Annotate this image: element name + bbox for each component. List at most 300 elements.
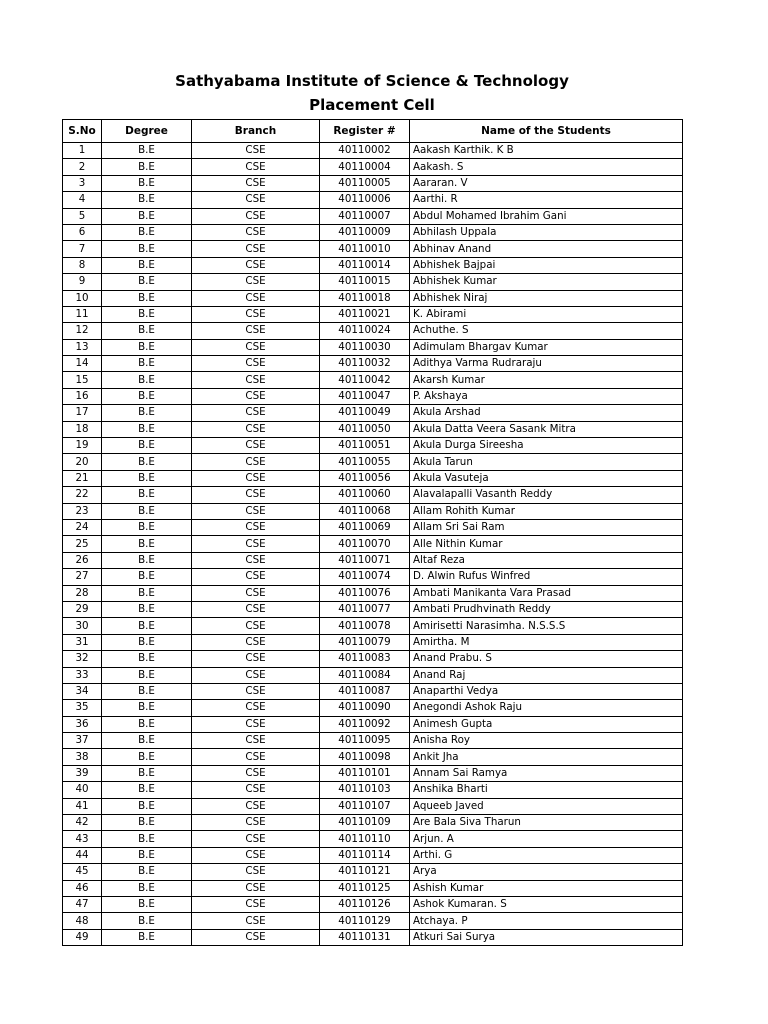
cell-branch: CSE (192, 323, 320, 339)
table-row (63, 208, 683, 224)
cell-branch: CSE (192, 519, 320, 535)
table-row (63, 913, 683, 929)
cell-degree: B.E (102, 847, 192, 863)
cell-branch: CSE (192, 765, 320, 781)
cell-name: K. Abirami (410, 306, 683, 322)
cell-register: 40110125 (320, 880, 410, 896)
cell-degree: B.E (102, 192, 192, 208)
document-title: Sathyabama Institute of Science & Technology (175, 72, 569, 90)
cell-degree: B.E (102, 733, 192, 749)
table-row (63, 880, 683, 896)
cell-name: Ankit Jha (410, 749, 683, 765)
table-row (63, 716, 683, 732)
cell-branch: CSE (192, 175, 320, 191)
cell-name: Aakash Karthik. K B (410, 143, 683, 159)
cell-degree: B.E (102, 896, 192, 912)
cell-degree: B.E (102, 815, 192, 831)
cell-register: 40110002 (320, 143, 410, 159)
cell-degree: B.E (102, 503, 192, 519)
cell-name: Anegondi Ashok Raju (410, 700, 683, 716)
cell-sno: 6 (63, 224, 102, 240)
cell-degree: B.E (102, 667, 192, 683)
cell-sno: 16 (63, 388, 102, 404)
cell-name: Ambati Prudhvinath Reddy (410, 601, 683, 617)
cell-register: 40110076 (320, 585, 410, 601)
table-row (63, 224, 683, 240)
cell-name: D. Alwin Rufus Winfred (410, 569, 683, 585)
cell-branch: CSE (192, 274, 320, 290)
cell-name: Animesh Gupta (410, 716, 683, 732)
cell-name: Aarthi. R (410, 192, 683, 208)
table-body (63, 143, 683, 946)
table-row (63, 388, 683, 404)
table-row (63, 798, 683, 814)
table-row (63, 241, 683, 257)
cell-sno: 32 (63, 651, 102, 667)
cell-name: Amirtha. M (410, 634, 683, 650)
cell-sno: 10 (63, 290, 102, 306)
cell-register: 40110098 (320, 749, 410, 765)
cell-name: Ashish Kumar (410, 880, 683, 896)
cell-degree: B.E (102, 716, 192, 732)
cell-name: Atchaya. P (410, 913, 683, 929)
cell-register: 40110101 (320, 765, 410, 781)
cell-name: Aakash. S (410, 159, 683, 175)
cell-sno: 39 (63, 765, 102, 781)
cell-degree: B.E (102, 618, 192, 634)
cell-register: 40110107 (320, 798, 410, 814)
cell-register: 40110095 (320, 733, 410, 749)
cell-degree: B.E (102, 306, 192, 322)
cell-name: Akula Arshad (410, 405, 683, 421)
cell-branch: CSE (192, 192, 320, 208)
cell-branch: CSE (192, 847, 320, 863)
cell-sno: 7 (63, 241, 102, 257)
cell-name: Adimulam Bhargav Kumar (410, 339, 683, 355)
cell-sno: 1 (63, 143, 102, 159)
cell-degree: B.E (102, 175, 192, 191)
cell-sno: 36 (63, 716, 102, 732)
cell-register: 40110030 (320, 339, 410, 355)
cell-register: 40110042 (320, 372, 410, 388)
cell-degree: B.E (102, 323, 192, 339)
cell-branch: CSE (192, 716, 320, 732)
cell-branch: CSE (192, 503, 320, 519)
cell-register: 40110009 (320, 224, 410, 240)
cell-sno: 18 (63, 421, 102, 437)
document-subtitle: Placement Cell (309, 96, 435, 114)
cell-register: 40110021 (320, 306, 410, 322)
cell-branch: CSE (192, 306, 320, 322)
cell-name: Allam Sri Sai Ram (410, 519, 683, 535)
cell-sno: 12 (63, 323, 102, 339)
table-row (63, 372, 683, 388)
table-row (63, 306, 683, 322)
cell-branch: CSE (192, 601, 320, 617)
table-row (63, 683, 683, 699)
table-row (63, 405, 683, 421)
cell-sno: 15 (63, 372, 102, 388)
cell-branch: CSE (192, 798, 320, 814)
cell-branch: CSE (192, 749, 320, 765)
cell-register: 40110032 (320, 356, 410, 372)
cell-register: 40110050 (320, 421, 410, 437)
table-row (63, 585, 683, 601)
cell-degree: B.E (102, 880, 192, 896)
cell-name: Alle Nithin Kumar (410, 536, 683, 552)
cell-degree: B.E (102, 372, 192, 388)
cell-degree: B.E (102, 700, 192, 716)
table-row (63, 651, 683, 667)
cell-register: 40110090 (320, 700, 410, 716)
cell-branch: CSE (192, 569, 320, 585)
table-row (63, 569, 683, 585)
cell-degree: B.E (102, 487, 192, 503)
table-row (63, 536, 683, 552)
cell-branch: CSE (192, 896, 320, 912)
cell-name: Adithya Varma Rudraraju (410, 356, 683, 372)
table-row (63, 896, 683, 912)
table-row (63, 257, 683, 273)
table-row (63, 159, 683, 175)
cell-register: 40110114 (320, 847, 410, 863)
cell-branch: CSE (192, 651, 320, 667)
table-row (63, 847, 683, 863)
cell-sno: 24 (63, 519, 102, 535)
table-row (63, 733, 683, 749)
cell-degree: B.E (102, 798, 192, 814)
cell-degree: B.E (102, 159, 192, 175)
cell-register: 40110049 (320, 405, 410, 421)
cell-register: 40110087 (320, 683, 410, 699)
cell-register: 40110018 (320, 290, 410, 306)
table-row (63, 438, 683, 454)
cell-register: 40110005 (320, 175, 410, 191)
cell-degree: B.E (102, 224, 192, 240)
cell-sno: 11 (63, 306, 102, 322)
cell-branch: CSE (192, 159, 320, 175)
cell-branch: CSE (192, 257, 320, 273)
cell-register: 40110047 (320, 388, 410, 404)
cell-name: Achuthe. S (410, 323, 683, 339)
cell-register: 40110024 (320, 323, 410, 339)
cell-register: 40110068 (320, 503, 410, 519)
cell-name: Altaf Reza (410, 552, 683, 568)
table-row (63, 815, 683, 831)
cell-branch: CSE (192, 864, 320, 880)
cell-sno: 40 (63, 782, 102, 798)
table-row (63, 749, 683, 765)
cell-register: 40110121 (320, 864, 410, 880)
cell-branch: CSE (192, 356, 320, 372)
cell-branch: CSE (192, 405, 320, 421)
cell-sno: 3 (63, 175, 102, 191)
cell-name: Arya (410, 864, 683, 880)
cell-branch: CSE (192, 241, 320, 257)
cell-sno: 2 (63, 159, 102, 175)
cell-branch: CSE (192, 487, 320, 503)
cell-degree: B.E (102, 651, 192, 667)
cell-sno: 29 (63, 601, 102, 617)
cell-sno: 41 (63, 798, 102, 814)
cell-branch: CSE (192, 438, 320, 454)
cell-branch: CSE (192, 733, 320, 749)
cell-sno: 30 (63, 618, 102, 634)
table-row (63, 421, 683, 437)
cell-degree: B.E (102, 536, 192, 552)
cell-name: Ambati Manikanta Vara Prasad (410, 585, 683, 601)
cell-register: 40110069 (320, 519, 410, 535)
cell-register: 40110055 (320, 454, 410, 470)
cell-register: 40110129 (320, 913, 410, 929)
cell-degree: B.E (102, 634, 192, 650)
cell-register: 40110004 (320, 159, 410, 175)
table-row (63, 700, 683, 716)
column-header-sno: S.No (63, 120, 102, 143)
table-row (63, 552, 683, 568)
cell-name: Anaparthi Vedya (410, 683, 683, 699)
cell-name: Arthi. G (410, 847, 683, 863)
cell-register: 40110110 (320, 831, 410, 847)
cell-sno: 37 (63, 733, 102, 749)
cell-degree: B.E (102, 388, 192, 404)
cell-sno: 23 (63, 503, 102, 519)
cell-degree: B.E (102, 683, 192, 699)
cell-register: 40110051 (320, 438, 410, 454)
cell-sno: 13 (63, 339, 102, 355)
cell-degree: B.E (102, 438, 192, 454)
table-row (63, 274, 683, 290)
cell-branch: CSE (192, 470, 320, 486)
cell-sno: 35 (63, 700, 102, 716)
cell-name: P. Akshaya (410, 388, 683, 404)
cell-name: Amirisetti Narasimha. N.S.S.S (410, 618, 683, 634)
cell-register: 40110103 (320, 782, 410, 798)
table-row (63, 634, 683, 650)
cell-sno: 25 (63, 536, 102, 552)
cell-register: 40110126 (320, 896, 410, 912)
cell-sno: 33 (63, 667, 102, 683)
cell-degree: B.E (102, 519, 192, 535)
cell-name: Akula Durga Sireesha (410, 438, 683, 454)
table-row (63, 470, 683, 486)
cell-register: 40110015 (320, 274, 410, 290)
cell-degree: B.E (102, 257, 192, 273)
cell-sno: 49 (63, 929, 102, 945)
cell-degree: B.E (102, 585, 192, 601)
cell-branch: CSE (192, 224, 320, 240)
cell-branch: CSE (192, 913, 320, 929)
cell-sno: 17 (63, 405, 102, 421)
cell-name: Ashok Kumaran. S (410, 896, 683, 912)
cell-sno: 46 (63, 880, 102, 896)
table-row (63, 503, 683, 519)
cell-name: Anshika Bharti (410, 782, 683, 798)
cell-name: Alavalapalli Vasanth Reddy (410, 487, 683, 503)
cell-name: Are Bala Siva Tharun (410, 815, 683, 831)
table-row (63, 143, 683, 159)
cell-degree: B.E (102, 913, 192, 929)
table-header-row (63, 120, 683, 143)
cell-name: Allam Rohith Kumar (410, 503, 683, 519)
cell-name: Abhilash Uppala (410, 224, 683, 240)
cell-degree: B.E (102, 208, 192, 224)
cell-degree: B.E (102, 143, 192, 159)
cell-branch: CSE (192, 536, 320, 552)
cell-register: 40110006 (320, 192, 410, 208)
cell-degree: B.E (102, 421, 192, 437)
cell-name: Arjun. A (410, 831, 683, 847)
cell-sno: 21 (63, 470, 102, 486)
table-row (63, 323, 683, 339)
table-row (63, 765, 683, 781)
cell-register: 40110071 (320, 552, 410, 568)
cell-name: Aararan. V (410, 175, 683, 191)
cell-branch: CSE (192, 683, 320, 699)
cell-branch: CSE (192, 454, 320, 470)
column-header-branch: Branch (192, 120, 320, 143)
cell-degree: B.E (102, 929, 192, 945)
cell-branch: CSE (192, 815, 320, 831)
cell-degree: B.E (102, 274, 192, 290)
cell-register: 40110007 (320, 208, 410, 224)
cell-register: 40110010 (320, 241, 410, 257)
cell-degree: B.E (102, 749, 192, 765)
cell-degree: B.E (102, 831, 192, 847)
cell-branch: CSE (192, 929, 320, 945)
cell-name: Abhishek Niraj (410, 290, 683, 306)
cell-sno: 47 (63, 896, 102, 912)
table-row (63, 618, 683, 634)
table-row (63, 290, 683, 306)
cell-name: Anand Prabu. S (410, 651, 683, 667)
table-row (63, 601, 683, 617)
cell-name: Akula Tarun (410, 454, 683, 470)
cell-degree: B.E (102, 552, 192, 568)
cell-sno: 14 (63, 356, 102, 372)
cell-name: Atkuri Sai Surya (410, 929, 683, 945)
cell-branch: CSE (192, 782, 320, 798)
table-row (63, 487, 683, 503)
cell-register: 40110078 (320, 618, 410, 634)
cell-name: Anisha Roy (410, 733, 683, 749)
cell-degree: B.E (102, 241, 192, 257)
cell-sno: 9 (63, 274, 102, 290)
cell-sno: 34 (63, 683, 102, 699)
cell-name: Aqueeb Javed (410, 798, 683, 814)
column-header-register: Register # (320, 120, 410, 143)
cell-branch: CSE (192, 634, 320, 650)
cell-branch: CSE (192, 831, 320, 847)
cell-name: Anand Raj (410, 667, 683, 683)
table-row (63, 356, 683, 372)
cell-branch: CSE (192, 585, 320, 601)
cell-register: 40110056 (320, 470, 410, 486)
table-row (63, 192, 683, 208)
cell-degree: B.E (102, 356, 192, 372)
cell-register: 40110079 (320, 634, 410, 650)
cell-branch: CSE (192, 290, 320, 306)
table-row (63, 782, 683, 798)
cell-register: 40110077 (320, 601, 410, 617)
cell-branch: CSE (192, 700, 320, 716)
cell-branch: CSE (192, 339, 320, 355)
cell-degree: B.E (102, 601, 192, 617)
cell-sno: 19 (63, 438, 102, 454)
cell-degree: B.E (102, 339, 192, 355)
cell-sno: 22 (63, 487, 102, 503)
cell-sno: 27 (63, 569, 102, 585)
cell-degree: B.E (102, 454, 192, 470)
cell-sno: 4 (63, 192, 102, 208)
table-row (63, 864, 683, 880)
cell-sno: 42 (63, 815, 102, 831)
cell-sno: 38 (63, 749, 102, 765)
cell-degree: B.E (102, 765, 192, 781)
cell-name: Akula Vasuteja (410, 470, 683, 486)
cell-branch: CSE (192, 388, 320, 404)
cell-name: Annam Sai Ramya (410, 765, 683, 781)
cell-name: Akula Datta Veera Sasank Mitra (410, 421, 683, 437)
cell-degree: B.E (102, 470, 192, 486)
cell-register: 40110014 (320, 257, 410, 273)
cell-branch: CSE (192, 667, 320, 683)
cell-degree: B.E (102, 290, 192, 306)
cell-branch: CSE (192, 143, 320, 159)
cell-branch: CSE (192, 552, 320, 568)
cell-degree: B.E (102, 782, 192, 798)
cell-degree: B.E (102, 864, 192, 880)
cell-sno: 45 (63, 864, 102, 880)
table-row (63, 519, 683, 535)
cell-branch: CSE (192, 372, 320, 388)
cell-sno: 48 (63, 913, 102, 929)
cell-branch: CSE (192, 618, 320, 634)
cell-sno: 20 (63, 454, 102, 470)
cell-sno: 31 (63, 634, 102, 650)
cell-degree: B.E (102, 405, 192, 421)
cell-branch: CSE (192, 421, 320, 437)
cell-sno: 8 (63, 257, 102, 273)
cell-sno: 5 (63, 208, 102, 224)
cell-sno: 44 (63, 847, 102, 863)
cell-register: 40110109 (320, 815, 410, 831)
cell-register: 40110060 (320, 487, 410, 503)
cell-register: 40110074 (320, 569, 410, 585)
table-row (63, 454, 683, 470)
cell-register: 40110083 (320, 651, 410, 667)
table-row (63, 831, 683, 847)
cell-name: Akarsh Kumar (410, 372, 683, 388)
cell-sno: 26 (63, 552, 102, 568)
cell-name: Abhishek Bajpai (410, 257, 683, 273)
cell-name: Abhishek Kumar (410, 274, 683, 290)
table-row (63, 339, 683, 355)
cell-name: Abhinav Anand (410, 241, 683, 257)
column-header-degree: Degree (102, 120, 192, 143)
cell-name: Abdul Mohamed Ibrahim Gani (410, 208, 683, 224)
cell-sno: 28 (63, 585, 102, 601)
cell-register: 40110070 (320, 536, 410, 552)
cell-branch: CSE (192, 208, 320, 224)
cell-branch: CSE (192, 880, 320, 896)
cell-register: 40110092 (320, 716, 410, 732)
cell-register: 40110131 (320, 929, 410, 945)
table-row (63, 929, 683, 945)
cell-degree: B.E (102, 569, 192, 585)
table-row (63, 667, 683, 683)
column-header-name: Name of the Students (410, 120, 683, 143)
